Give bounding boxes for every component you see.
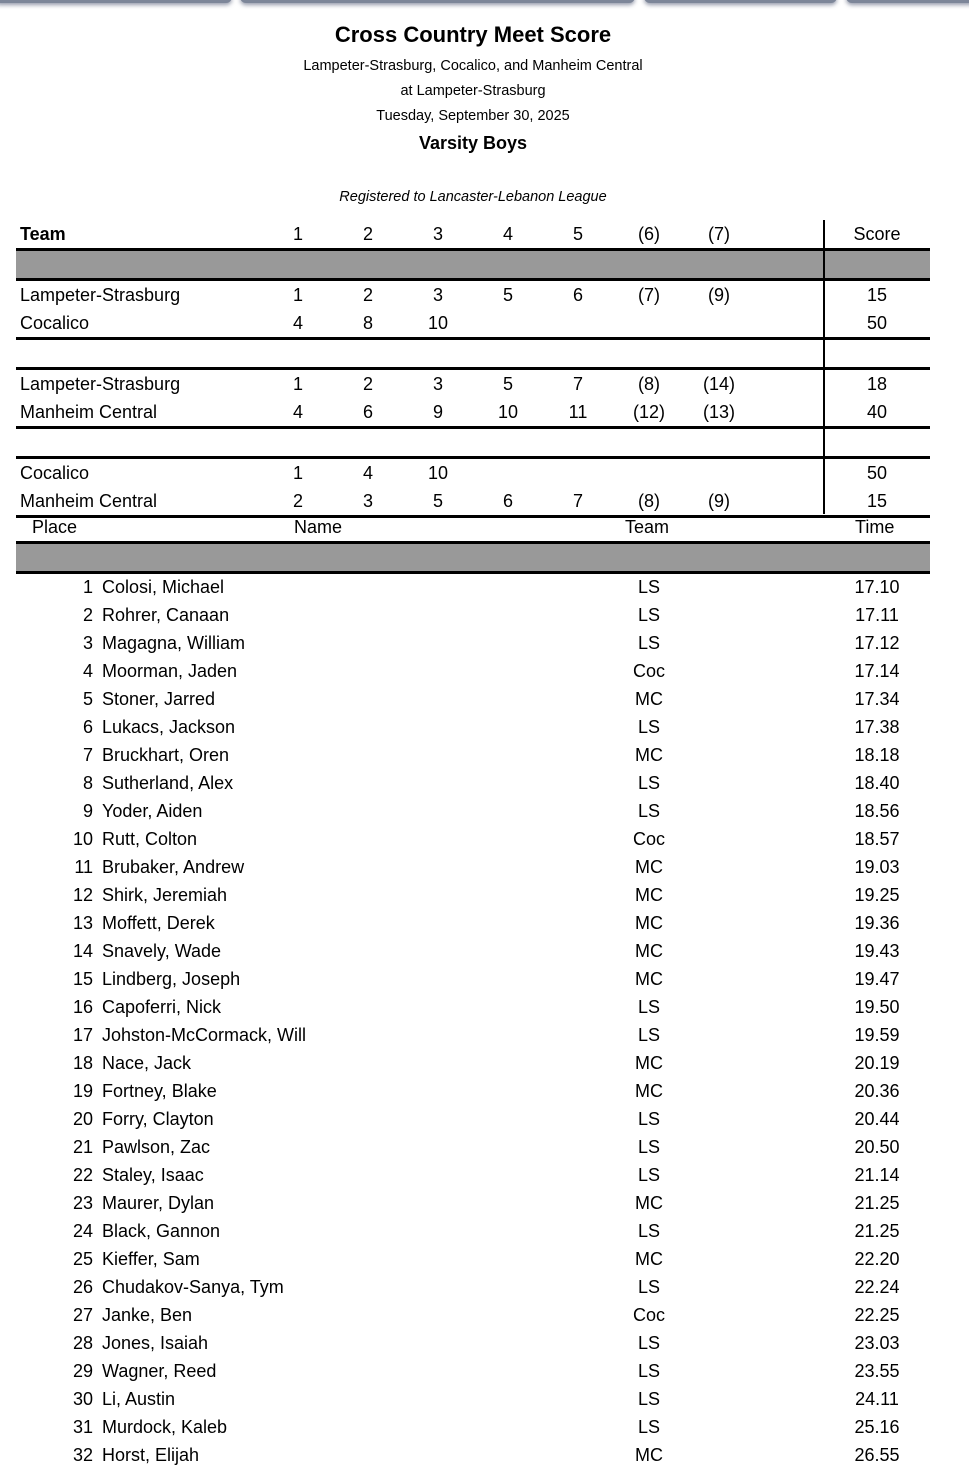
table-row (16, 741, 930, 769)
runner-name: Lindberg, Joseph (102, 969, 241, 989)
runner-name: Moorman, Jaden (102, 661, 238, 681)
place: 1 (292, 285, 303, 305)
runner-name: Nace, Jack (102, 1053, 192, 1073)
runner-place: 4 (82, 661, 93, 681)
runner-team: Coc (632, 829, 665, 849)
runner-place: 11 (74, 857, 93, 877)
team-name: Manheim Central (20, 491, 158, 511)
header-place-1: 1 (292, 224, 303, 244)
place: 8 (362, 313, 373, 333)
runner-name: Shirk, Jeremiah (102, 885, 228, 905)
header-place-3: 3 (432, 224, 443, 244)
runner-time: 21.25 (854, 1221, 900, 1241)
runner-place: 19 (72, 1081, 93, 1101)
runner-name: Murdock, Kaleb (102, 1417, 228, 1437)
table-row (16, 881, 930, 909)
runner-name: Jones, Isaiah (102, 1333, 209, 1353)
header-place-5: 5 (572, 224, 583, 244)
runner-name: Pawlson, Zac (102, 1137, 211, 1157)
runner-place: 7 (82, 745, 93, 765)
runner-name: Stoner, Jarred (102, 689, 216, 709)
runner-place: 28 (72, 1333, 93, 1353)
table-row (16, 1441, 930, 1469)
runner-place: 18 (72, 1053, 93, 1073)
score-row (16, 487, 930, 515)
table-row (16, 853, 930, 881)
runner-time: 18.57 (854, 829, 900, 849)
place: 3 (432, 374, 443, 394)
runner-name: Johston-McCormack, Will (102, 1025, 307, 1045)
table-row (16, 713, 930, 741)
team-name: Lampeter-Strasburg (20, 285, 181, 305)
runner-place: 13 (72, 913, 93, 933)
runner-team: LS (637, 1389, 661, 1409)
runner-team: MC (635, 745, 663, 765)
runner-time: 20.19 (854, 1053, 900, 1073)
runner-time: 19.43 (854, 941, 900, 961)
runner-time: 17.14 (854, 661, 900, 681)
toolbar-tab[interactable] (846, 0, 969, 3)
runner-time: 20.50 (854, 1137, 900, 1157)
header-place-7: (7) (708, 224, 730, 244)
runner-name: Li, Austin (102, 1389, 176, 1409)
place: 7 (572, 491, 583, 511)
runner-place: 17 (72, 1025, 93, 1045)
runner-place: 9 (82, 801, 93, 821)
runner-name: Chudakov-Sanya, Tym (102, 1277, 284, 1297)
runner-time: 18.18 (854, 745, 900, 765)
place: (7) (638, 285, 660, 305)
table-row (16, 1021, 930, 1049)
runner-place: 15 (72, 969, 93, 989)
place: 1 (292, 374, 303, 394)
top-toolbar-tabs (0, 0, 969, 8)
division-title: Varsity Boys (418, 133, 528, 153)
runner-team: MC (635, 941, 663, 961)
runner-time: 19.03 (854, 857, 900, 877)
runner-name: Capoferri, Nick (102, 997, 222, 1017)
place: (13) (702, 402, 735, 422)
team-score: 15 (866, 285, 888, 305)
team-score: 40 (866, 402, 888, 422)
runner-name: Lukacs, Jackson (102, 717, 236, 737)
score-row (16, 459, 930, 487)
team-name: Cocalico (20, 463, 90, 483)
page-title: Cross Country Meet Score (334, 22, 612, 47)
place: (12) (632, 402, 665, 422)
runner-time: 20.36 (854, 1081, 900, 1101)
toolbar-tab[interactable] (0, 0, 232, 3)
runner-name: Janke, Ben (102, 1305, 193, 1325)
table-row (16, 1273, 930, 1301)
place: 1 (292, 463, 303, 483)
runner-place: 22 (72, 1165, 93, 1185)
runner-place: 1 (82, 577, 93, 597)
runner-name: Kieffer, Sam (102, 1249, 200, 1269)
runner-time: 23.55 (854, 1361, 900, 1381)
runner-team: LS (637, 1221, 661, 1241)
runner-team: MC (635, 885, 663, 905)
runner-time: 22.20 (854, 1249, 900, 1269)
place: 5 (432, 491, 443, 511)
runner-time: 22.25 (854, 1305, 900, 1325)
place: 3 (362, 491, 373, 511)
place: 4 (292, 402, 303, 422)
runner-team: MC (635, 1081, 663, 1101)
table-row (16, 1329, 930, 1357)
team-name: Manheim Central (20, 402, 158, 422)
runner-place: 27 (72, 1305, 93, 1325)
results-table-header (16, 513, 930, 574)
runner-team: LS (637, 1109, 661, 1129)
runner-time: 17.12 (854, 633, 900, 653)
runner-team: MC (635, 857, 663, 877)
runner-place: 3 (82, 633, 93, 653)
header-team: Team (625, 517, 670, 537)
spacer (16, 340, 930, 367)
runner-team: MC (635, 1249, 663, 1269)
runner-team: LS (637, 1417, 661, 1437)
runner-team: LS (637, 717, 661, 737)
runner-time: 17.34 (854, 689, 900, 709)
runner-name: Maurer, Dylan (102, 1193, 215, 1213)
runner-name: Brubaker, Andrew (102, 857, 245, 877)
runner-place: 24 (72, 1221, 93, 1241)
registration-note: Registered to Lancaster-Lebanon League (339, 189, 607, 205)
place: 10 (497, 402, 519, 422)
runner-team: MC (635, 969, 663, 989)
runner-team: MC (635, 1053, 663, 1073)
runner-time: 18.40 (854, 773, 900, 793)
runner-place: 21 (72, 1137, 93, 1157)
toolbar-tab[interactable] (644, 0, 837, 3)
table-row (16, 1413, 930, 1441)
table-row (16, 965, 930, 993)
runner-name: Fortney, Blake (102, 1081, 217, 1101)
runner-time: 19.59 (854, 1025, 900, 1045)
header-place: Place (32, 517, 78, 537)
table-row (16, 1357, 930, 1385)
place: (8) (638, 374, 660, 394)
place: 10 (427, 463, 449, 483)
header-time: Time (855, 517, 895, 537)
score-table-header (16, 220, 930, 248)
runner-name: Sutherland, Alex (102, 773, 234, 793)
runner-time: 17.10 (854, 577, 900, 597)
runner-place: 30 (72, 1389, 93, 1409)
runner-name: Yoder, Aiden (102, 801, 203, 821)
runner-time: 25.16 (854, 1417, 900, 1437)
table-row (16, 993, 930, 1021)
runner-name: Horst, Elijah (102, 1445, 200, 1465)
table-row (16, 573, 930, 601)
table-row (16, 769, 930, 797)
table-row (16, 1245, 930, 1273)
runner-team: LS (637, 1165, 661, 1185)
table-row (16, 825, 930, 853)
table-row (16, 937, 930, 965)
runner-place: 14 (72, 941, 93, 961)
runner-time: 19.36 (854, 913, 900, 933)
runner-time: 19.25 (854, 885, 900, 905)
runner-time: 24.11 (855, 1389, 899, 1409)
table-row (16, 1161, 930, 1189)
place: 5 (502, 374, 513, 394)
runner-team: LS (637, 605, 661, 625)
runner-time: 18.56 (854, 801, 900, 821)
runner-team: MC (635, 913, 663, 933)
runner-name: Moffett, Derek (102, 913, 215, 933)
header-place-6: (6) (638, 224, 660, 244)
score-row (16, 281, 930, 309)
place: 7 (572, 374, 583, 394)
runner-team: LS (637, 1025, 661, 1045)
place: (9) (708, 491, 730, 511)
runner-team: MC (635, 1445, 663, 1465)
runner-place: 10 (72, 829, 93, 849)
team-score: 15 (866, 491, 888, 511)
table-row (16, 1133, 930, 1161)
runner-name: Rohrer, Canaan (102, 605, 230, 625)
runner-time: 17.11 (855, 605, 899, 625)
runner-name: Staley, Isaac (102, 1165, 204, 1185)
table-row (16, 797, 930, 825)
place: (14) (702, 374, 735, 394)
runner-place: 16 (72, 997, 93, 1017)
runner-team: LS (637, 1361, 661, 1381)
runner-place: 6 (82, 717, 93, 737)
results-table (16, 573, 930, 1469)
table-row (16, 1105, 930, 1133)
runner-name: Snavely, Wade (102, 941, 222, 961)
team-name: Lampeter-Strasburg (20, 374, 181, 394)
runner-place: 20 (72, 1109, 93, 1129)
runner-time: 17.38 (854, 717, 900, 737)
team-score-table (16, 220, 930, 518)
runner-place: 5 (82, 689, 93, 709)
place: (9) (708, 285, 730, 305)
team-name: Cocalico (20, 313, 90, 333)
runner-name: Colosi, Michael (102, 577, 225, 597)
runner-team: Coc (632, 661, 665, 681)
meet-location: at Lampeter-Strasburg (400, 83, 546, 99)
runner-team: LS (637, 577, 661, 597)
place: 5 (502, 285, 513, 305)
table-row (16, 1385, 930, 1413)
runner-time: 21.14 (854, 1165, 900, 1185)
runner-place: 8 (82, 773, 93, 793)
runner-time: 19.50 (854, 997, 900, 1017)
runner-place: 2 (82, 605, 93, 625)
runner-team: LS (637, 997, 661, 1017)
runner-time: 23.03 (854, 1333, 900, 1353)
runner-place: 31 (72, 1417, 93, 1437)
header-name: Name (294, 517, 343, 537)
spacer (16, 429, 930, 456)
meet-teams: Lampeter-Strasburg, Cocalico, and Manheim Central (303, 58, 643, 74)
runner-name: Bruckhart, Oren (102, 745, 230, 765)
team-score: 18 (866, 374, 888, 394)
runner-place: 29 (72, 1361, 93, 1381)
place: 2 (362, 285, 373, 305)
place: 6 (362, 402, 373, 422)
runner-place: 12 (72, 885, 93, 905)
score-row (16, 370, 930, 398)
table-row (16, 629, 930, 657)
score-row (16, 398, 930, 426)
table-row (16, 909, 930, 937)
toolbar-tab[interactable] (240, 0, 635, 3)
table-row (16, 1301, 930, 1329)
header-team: Team (20, 224, 66, 244)
place: 4 (362, 463, 373, 483)
runner-time: 26.55 (854, 1445, 900, 1465)
table-row (16, 1217, 930, 1245)
runner-team: LS (637, 801, 661, 821)
place: 6 (502, 491, 513, 511)
table-row (16, 657, 930, 685)
runner-place: 25 (72, 1249, 93, 1269)
runner-time: 21.25 (854, 1193, 900, 1213)
place: 2 (362, 374, 373, 394)
runner-team: LS (637, 773, 661, 793)
place: 6 (572, 285, 583, 305)
place: 3 (432, 285, 443, 305)
runner-name: Forry, Clayton (102, 1109, 214, 1129)
table-row (16, 1077, 930, 1105)
score-row (16, 309, 930, 337)
runner-time: 20.44 (854, 1109, 900, 1129)
table-row (16, 601, 930, 629)
runner-place: 26 (72, 1277, 93, 1297)
runner-team: MC (635, 689, 663, 709)
header-place-4: 4 (502, 224, 513, 244)
meet-date: Tuesday, September 30, 2025 (376, 108, 570, 124)
runner-name: Magagna, William (102, 633, 246, 653)
runner-team: LS (637, 1137, 661, 1157)
team-score: 50 (866, 463, 888, 483)
runner-team: Coc (632, 1305, 665, 1325)
place: 10 (427, 313, 449, 333)
gray-band (16, 251, 930, 278)
place: 9 (432, 402, 443, 422)
team-score: 50 (866, 313, 888, 333)
place: 4 (292, 313, 303, 333)
header-place-2: 2 (362, 224, 373, 244)
place: 2 (292, 491, 303, 511)
runner-team: LS (637, 633, 661, 653)
table-row (16, 1189, 930, 1217)
runner-team: LS (637, 1277, 661, 1297)
runner-time: 22.24 (854, 1277, 900, 1297)
runner-time: 19.47 (854, 969, 900, 989)
runner-place: 23 (72, 1193, 93, 1213)
runner-name: Rutt, Colton (102, 829, 198, 849)
place: (8) (638, 491, 660, 511)
runner-team: LS (637, 1333, 661, 1353)
runner-name: Black, Gannon (102, 1221, 221, 1241)
gray-band (16, 544, 930, 571)
runner-name: Wagner, Reed (102, 1361, 217, 1381)
header-score: Score (853, 224, 901, 244)
runner-place: 32 (72, 1445, 93, 1465)
table-row (16, 685, 930, 713)
table-row (16, 1049, 930, 1077)
place: 11 (568, 402, 588, 422)
runner-team: MC (635, 1193, 663, 1213)
